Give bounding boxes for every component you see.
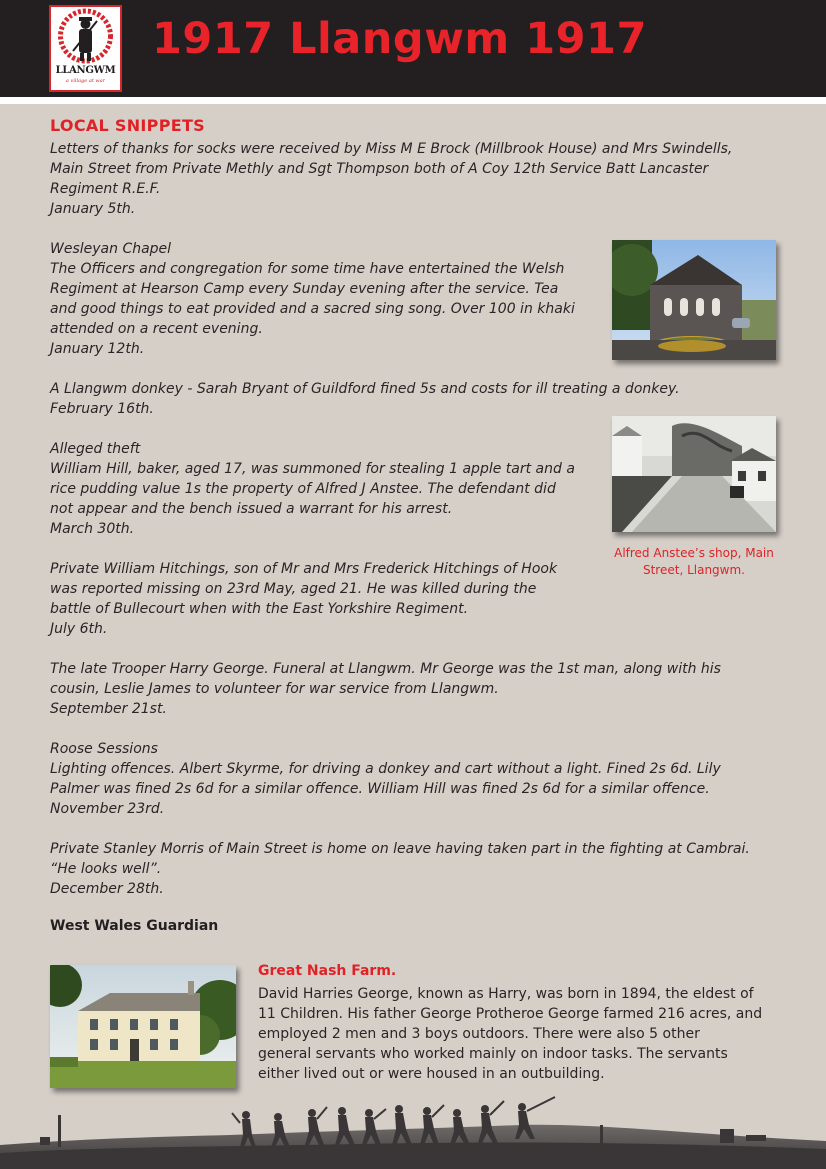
snippet-line: battle of Bullecourt when with the East Yorkshire Regiment. [50,601,469,617]
snippet-date: January 5th. [50,201,136,217]
snippet-alleged-theft [50,439,575,539]
snippet-line: Private William Hitchings, son of Mr and Mrs Frederick Hitchings of Hook [50,561,558,577]
chapel-photo [612,240,776,360]
snippet-date: September 21st. [50,701,167,717]
farm-line: 11 Children. His father George Protheroe George farmed 216 acres, and [258,1006,763,1022]
snippet-line: William Hill, baker, aged 17, was summoned for stealing 1 apple tart and a [50,461,575,477]
snippet-line: Private Stanley Morris of Main Street is home on leave having taken part in the fighting at Cambrai. [50,841,750,857]
farm-line: employed 2 men and 3 boys outdoors. There were also 5 other [258,1026,700,1042]
snippet-harry-george [50,659,721,719]
snippet-date: July 6th. [50,621,108,637]
snippet-line: The late Trooper Harry George. Funeral at Llangwm. Mr George was the 1st man, along with his [50,661,721,677]
source-credit: West Wales Guardian [50,918,219,934]
snippet-date: February 16th. [50,401,154,417]
snippet-line: cousin, Leslie James to volunteer for war service from Llangwm. [50,681,499,697]
farm-line: either lived out or were housed in an outbuilding. [258,1066,605,1082]
snippet-date: March 30th. [50,521,135,537]
section-heading: LOCAL SNIPPETS [50,116,206,135]
farm-heading: Great Nash Farm. [258,963,397,979]
soldiers-silhouette-icon [0,1095,826,1169]
snippet-line: Regiment R.E.F. [50,181,161,197]
snippet-line: rice pudding value 1s the property of Alfred J Anstee. The defendant did [50,481,556,497]
farm-line: general servants who worked mainly on indoor tasks. The servants [258,1046,728,1062]
farm-description [258,984,783,1084]
snippet-line: Palmer was fined 2s 6d for a similar offence. William Hill was fined 2s 6d for a similar offence. [50,781,710,797]
snippet-line: not appear and the bench issued a warrant for his arrest. [50,501,453,517]
logo-tagline: a village at war [65,78,106,84]
snippet-date: January 12th. [50,341,145,357]
snippet-stanley-morris [50,839,750,899]
snippet-hitchings [50,559,557,639]
snippet-line: attended on a recent evening. [50,321,263,337]
snippet-wesleyan-chapel [50,239,575,359]
caption-line: Alfred Anstee’s shop, Main [614,546,774,560]
snippet-line: Lighting offences. Albert Skyrme, for driving a donkey and cart without a light. Fined 2s 6d. Lily [50,761,721,777]
snippet-socks [50,139,732,219]
snippet-line: Regiment at Hearson Camp every Sunday evening after the service. Tea [50,281,559,297]
header-divider [0,97,826,104]
page-header [0,0,826,97]
snippet-line: The Officers and congregation for some time have entertained the Welsh [50,261,565,277]
snippet-donkey [50,379,680,419]
snippet-line: and good things to eat provided and a sacred sing song. Over 100 in khaki [50,301,575,317]
snippet-roose-sessions [50,739,721,819]
snippet-line: was reported missing on 23rd May, aged 21. He was killed during the [50,581,537,597]
farm-line: David Harries George, known as Harry, was born in 1894, the eldest of [258,986,754,1002]
snippet-line: Letters of thanks for socks were received by Miss M E Brock (Millbrook House) and Mrs Swindells, [50,141,733,157]
shop-photo-caption [606,545,782,579]
snippet-title: Wesleyan Chapel [50,241,172,257]
llangwm-logo [49,5,122,92]
snippet-line: “He looks well”. [50,861,162,877]
snippet-date: November 23rd. [50,801,165,817]
caption-line: Street, Llangwm. [642,563,745,577]
anstee-shop-photo [612,416,776,532]
logo-name: LLANGWM [55,65,116,76]
snippet-title: Alleged theft [50,441,141,457]
snippet-line: A Llangwm donkey - Sarah Bryant of Guildford fined 5s and costs for ill treating a donkey. [50,381,680,397]
snippet-title: Roose Sessions [50,741,158,757]
snippet-line: Main Street from Private Methly and Sgt Thompson both of A Coy 12th Service Batt Lancaster [50,161,709,177]
page-title: 1917 Llangwm 1917 [152,14,647,64]
great-nash-farm-photo [50,965,236,1088]
snippet-date: December 28th. [50,881,164,897]
